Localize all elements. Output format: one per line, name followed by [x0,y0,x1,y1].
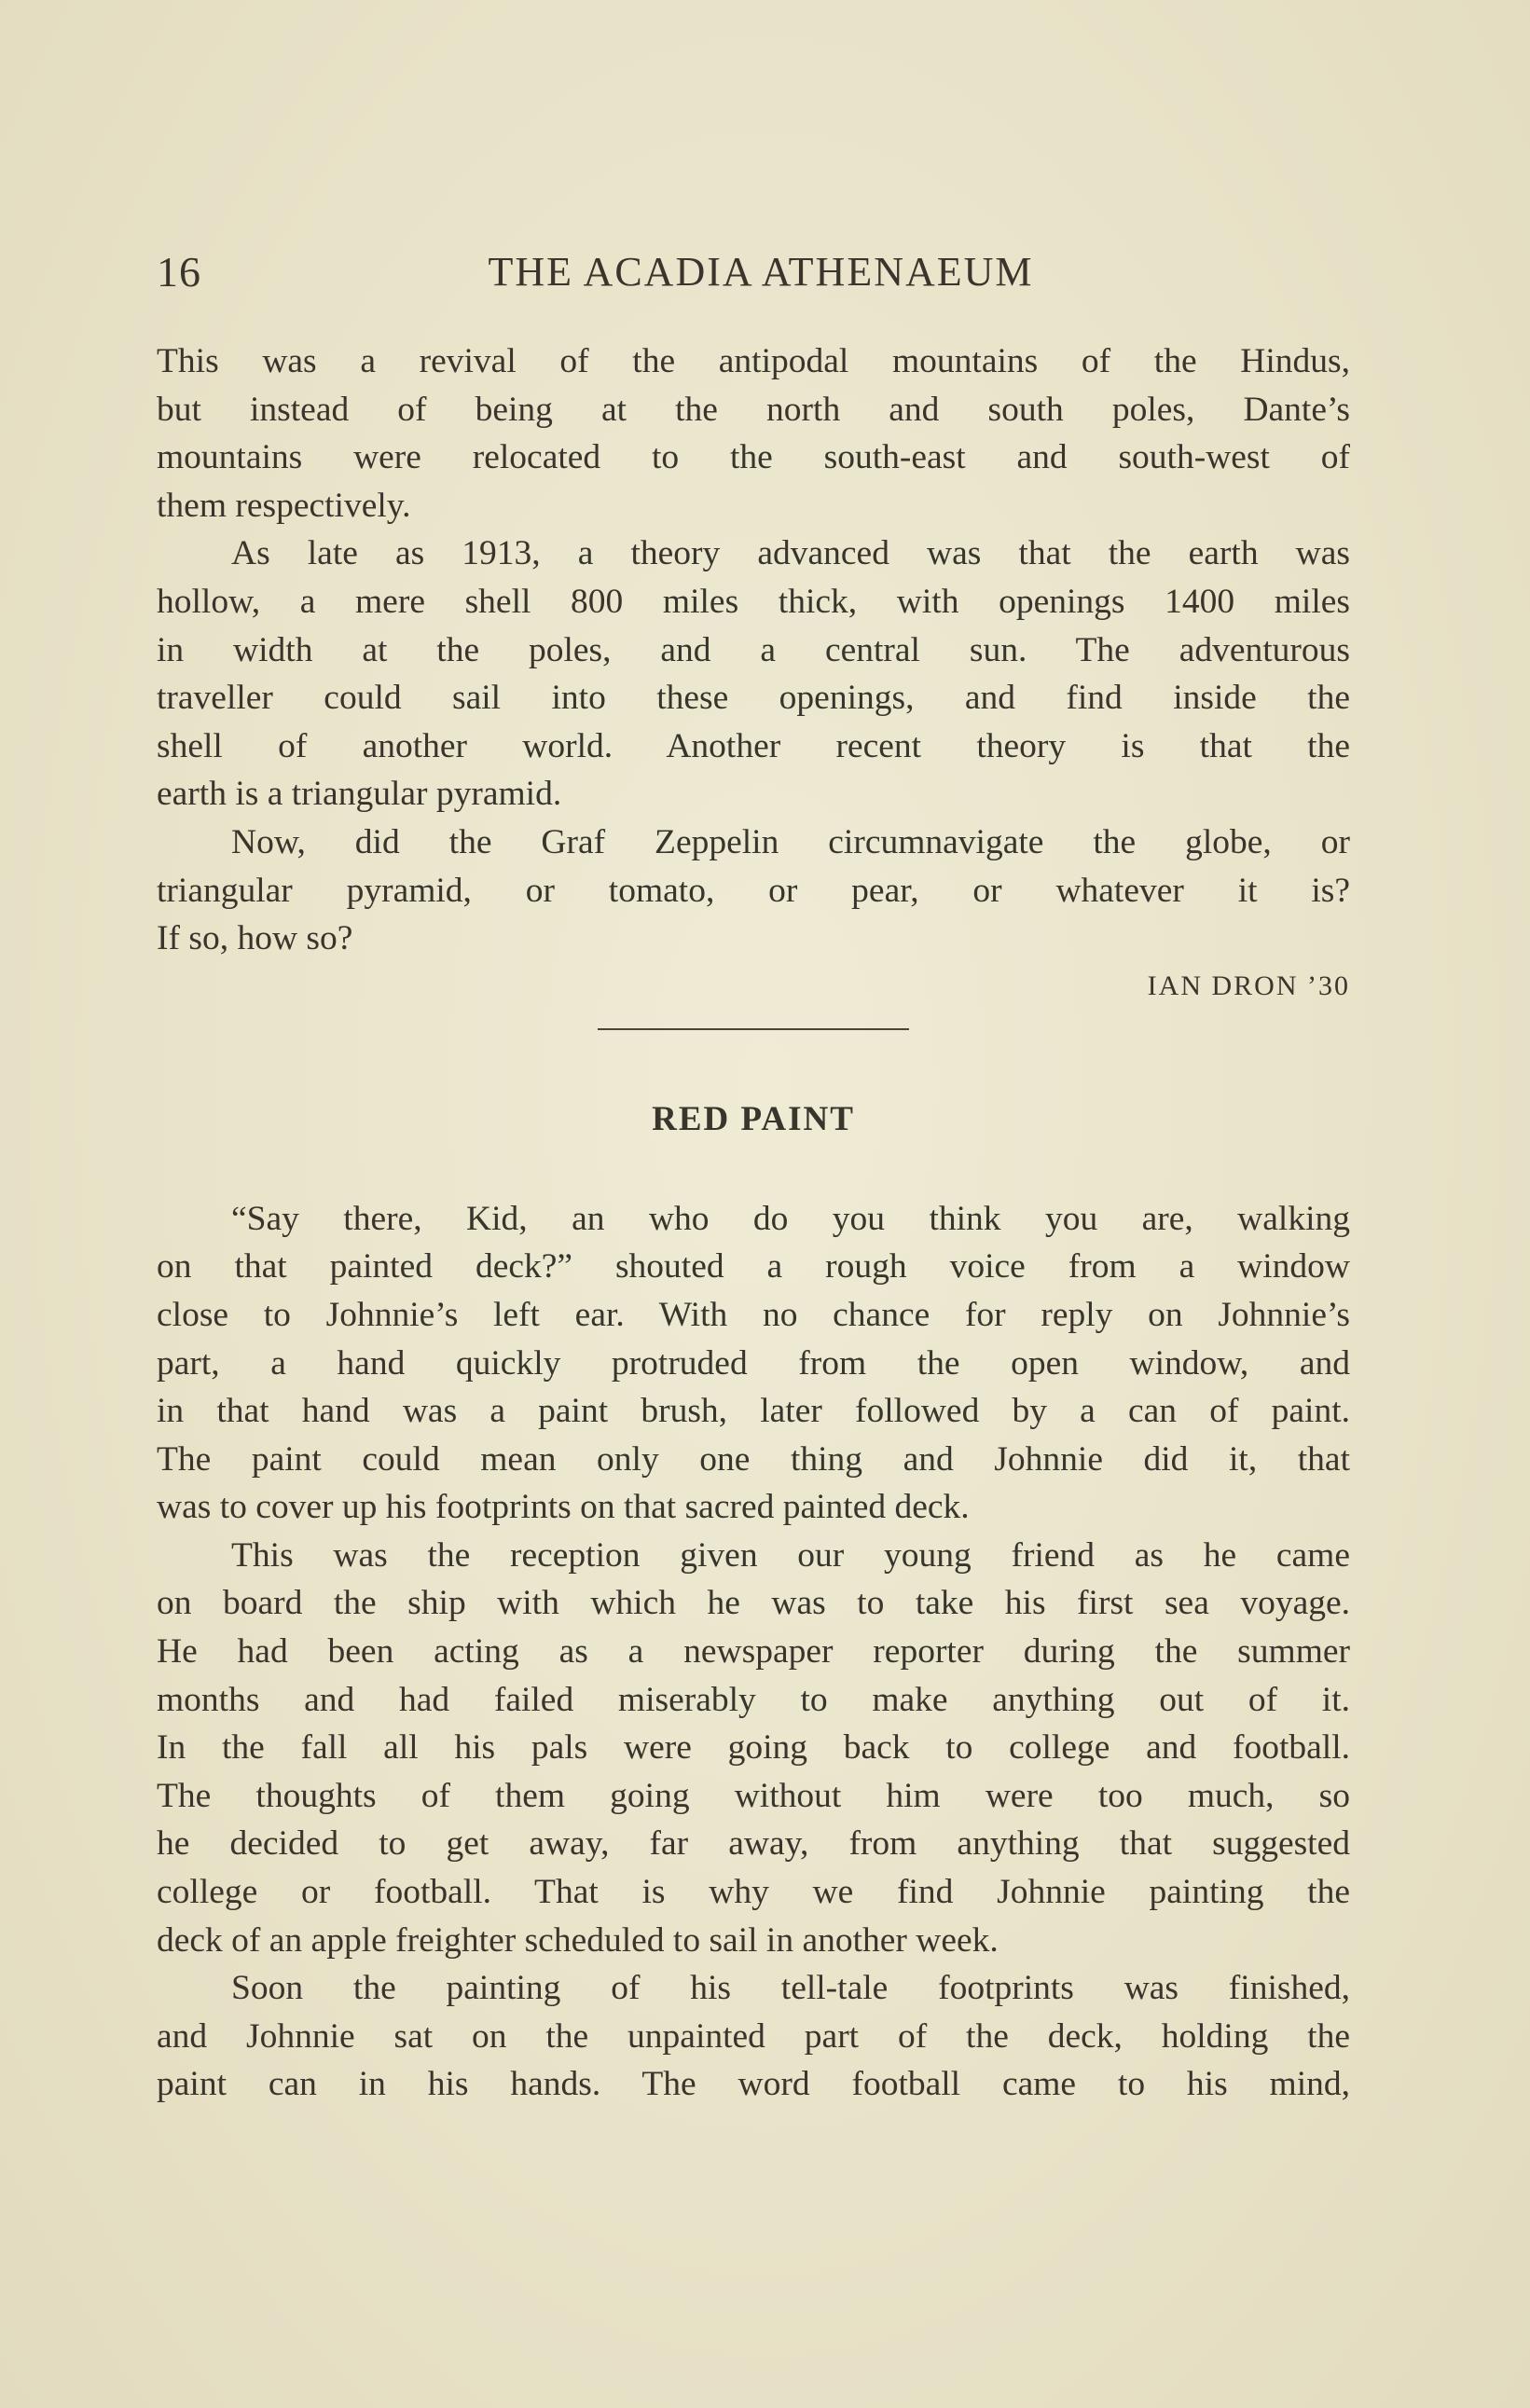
article-one [157,337,1350,1002]
text-line: traveller could sail into these openings, and find inside the [157,679,1350,718]
text-line: on board the ship with which he was to take his first sea voyage. [157,1584,1350,1623]
text-line: Soon the painting of his tell-tale footprints was finished, [231,1969,1350,2008]
paragraph [157,530,1350,819]
text-line: in that hand was a paint brush, later followed by a can of paint. [157,1392,1350,1431]
text-line: but instead of being at the north and south poles, Dante’s [157,390,1350,429]
text-line: The paint could mean only one thing and Johnnie did it, that [157,1439,1350,1479]
paragraph [157,337,1350,530]
text-line: triangular pyramid, or tomato, or pear, or whatever it is? [157,871,1350,910]
page-number: 16 [157,248,201,296]
text-line: “Say there, Kid, an who do you think you are, walking [231,1199,1350,1238]
text-line: months and had failed miserably to make anything out of it. [157,1680,1350,1719]
text-line: This was the reception given our young friend as he came [231,1535,1350,1575]
text-line: If so, how so? [157,919,353,958]
text-line: Now, did the Graf Zeppelin circumnavigate the globe, or [231,822,1350,861]
paragraph [157,1195,1350,1532]
text-line: As late as 1913, a theory advanced was that the earth was [231,534,1350,573]
text-line: He had been acting as a newspaper reporter during the summer [157,1632,1350,1672]
article-two-body [157,1195,1350,2109]
text-line: mountains were relocated to the south-east and south-west of [157,438,1350,477]
text-line: earth is a triangular pyramid. [157,775,562,814]
article-one-body [157,337,1350,963]
text-line: and Johnnie sat on the unpainted part of the deck, holding the [157,2016,1350,2056]
text-line: paint can in his hands. The word football came to his mind, [157,2065,1350,2104]
text-line: in width at the poles, and a central sun. The adventurous [157,630,1350,669]
text-line: shell of another world. Another recent theory is that the [157,726,1350,765]
text-line: part, a hand quickly protruded from the open window, and [157,1343,1350,1383]
story-title: RED PAINT [652,1099,855,1138]
text-line: college or football. That is why we find Johnnie painting the [157,1873,1350,1912]
text-line: deck of an apple freighter scheduled to sail in another week. [157,1920,999,1960]
text-line: This was a revival of the antipodal mountains of the Hindus, [157,342,1350,380]
text-line: close to Johnnie’s left ear. With no chance for reply on Johnnie’s [157,1295,1350,1334]
paragraph [157,1532,1350,1964]
text-line: The thoughts of them going without him were too much, so [157,1776,1350,1815]
page-header [157,244,1350,300]
text-line: he decided to get away, far away, from anything that suggested [157,1824,1350,1864]
text-line: hollow, a mere shell 800 miles thick, with openings 1400 miles [157,582,1350,621]
text-line: on that painted deck?” shouted a rough voice from a window [157,1247,1350,1287]
text-line: In the fall all his pals were going back to college and football. [157,1728,1350,1768]
section-divider [598,1028,909,1030]
paragraph [157,819,1350,963]
text-line: was to cover up his footprints on that sacred painted deck. [157,1488,970,1527]
running-title: THE ACADIA ATHENAEUM [488,249,1034,295]
author-signature: IAN DRON ’30 [1147,970,1350,1001]
page [157,244,1350,2109]
text-line: them respectively. [157,486,411,525]
paragraph [157,1964,1350,2109]
